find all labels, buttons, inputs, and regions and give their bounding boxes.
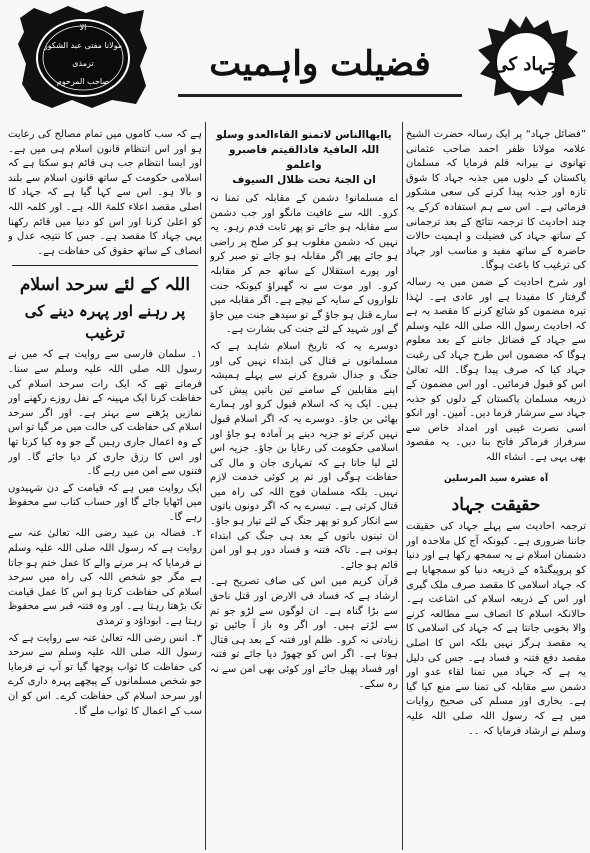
- section-heading: حقیقت جہاد: [451, 495, 541, 516]
- svg-text:مولانا مفتی عبد الشکور: مولانا مفتی عبد الشکور: [43, 41, 123, 50]
- paragraph: دوسرے یہ کہ تاریخ اسلام شاہد ہے کہ مسلمانوں نے قتال کی ابتداء نہیں کی اور جنگ و جدال شروع کرنے سے پہلے ہمیشہ اپنے مقابلین کے سامنے تین باتیں پیش کی ہیں۔ ایک یہ کہ اسلام قبول کرو اور ہمارے بھائی بن جاؤ۔ دوسرے یہ کہ اگر اسلام قبول نہیں کرتے تو جزیہ دینے پر آمادہ ہو جاؤ اور اسلامی حکومت کی رعایا بن جاؤ۔ جزیہ اس لئے لیا جاتا ہے کہ تمہاری جان و مال کی حفاظت ہوگی اور تم پر کوئی خدمت لازم نہیں۔ بلکہ مسلمان فوج اللہ کی راہ میں قتال کرتی ہے۔ تیسرے یہ کہ اگر دونوں باتوں سے انکار کرو تو پھر جنگ کے لئے تیار ہو جاؤ۔ ان تینوں باتوں کے بعد ہی جنگ کی ابتداء ہوتی ہے۔ تاکہ فتنہ و فساد دور ہو اور امن قائم ہو جائے۔: [210, 340, 398, 571]
- arabic-line: یاایھاالناس لاتمنو القاءالعدو وسلو: [216, 129, 392, 141]
- section-heading: اللہ کے لئے سرحد اسلام: [19, 275, 191, 296]
- svg-text:صاحب المرحوم: صاحب المرحوم: [56, 77, 110, 86]
- jihad-emblem: [472, 14, 580, 108]
- paragraph: ترجمہ احادیث سے پہلے جہاد کی حقیقت جاننا ضروری ہے۔ کیونکہ آج کل ملاحدہ اور دشمنان اسلام نے یہ سمجھ رکھا ہے اور دنیا کو پروپیگنڈہ کے ذریعہ دنیا کو سمجھایا ہے کہ جہاد اسلامی کا مقصد صرف ملک گیری اور اس کے ذریعہ اسلام کی اشاعت ہے۔ حالانکہ اسلام کا انصاف سے مطالعہ کرنے والا بخوبی جانتا ہے کہ جہاد کی اسلامی کا یہ مقصد ہرگز نہیں بلکہ اس کا اصلی مقصد دفع فتنہ و فساد ہے۔ جس کی دلیل یہ ہے کہ جہاد میں تمنا لقاء عدو اور دشمن سے مقابلہ کی تمنا سے منع کیا گیا ہے۔ بخاری اور مسلم کی صحیح روایات میں ہے کہ رسول اللہ صلی اللہ علیہ وسلم نے ارشاد فرمایا کہ ۔۔: [406, 521, 586, 737]
- subheading: آہ عشرہ سید المرسلین: [443, 473, 549, 484]
- paragraph: ہے کہ سب کاموں میں تمام مصالح کی رعایت ہو اور اس انتظام قانون اسلام ہی میں ہے۔ اور ایسا انتظام جب ہی قائم ہو سکتا ہے کہ اسلامی حکومت کے ساتھ قانون اسلام سے بلند و بالا ہو۔ اس سے کہا گیا ہے کہ جہاد کا اصلی مقصد اعلاء کلمۃ اللہ ہے۔ اور کلمہ اللہ کو اعلیٰ کرنا اور اس کو دنیا میں قائم رکھنا یہی جہاد کا مقصد ہے۔ جس کا نتیجہ عدل و انصاف کے ساتھ حقوق کی حفاظت ہے۔: [8, 129, 202, 257]
- paragraph: ”فضائل جہاد“ پر ایک رسالہ حضرت الشیخ علامہ مولانا ظفر احمد صاحب عثمانی تھانوی نے بیرانہ قلم فرمایا کہ مسلمان پاکستان کے دلوں میں جذبہ جہاد کا شوق تازہ اور جذبہ پیدا کرنے کی سعی مشکور فرمائی ہے۔ اس سے ہم استفادہ کرکے یہ چند احادیث کا ترجمہ نتائج کے بعد ترجمانی کے ساتھ جہاد کی فضیلت و اہمیت حالات حاضرہ کے ساتھ مفید و مناسب اور جہاد کی ترغیب کا باعث ہوگا۔: [406, 129, 586, 272]
- middle-column: [210, 128, 398, 848]
- author-seal-emblem: [16, 4, 149, 110]
- column-divider: [402, 122, 403, 850]
- paragraph: اور شرح احادیث کے ضمن میں یہ رسالہ گرفتار کا مفیدنا ہے اور عادی ہے۔ لہٰذا تیرہ مضمون کو شائع کرنے کا مقصد یہ ہے کہ احادیث رسول اللہ صلی اللہ علیہ وسلم سے جہاد کے فضائل جاننے کے بعد معلوم ہوگا کہ مضمون اس طرح جہاد کی رغبت جہاد کیا کہ صرف پیدا ہوگا۔ اللہ تعالیٰ اس کو قبول فرمائیں۔ اور اس مضمون کے ذریعہ مسلمان پاکستان کے دلوں کو جذبہ جہاد سے سرشار فرما دیں۔ آمین۔ اور انکو اسی نصرت غیبی اور امداد خاص سے سرفراز فرماکر فاتح بنا دیں۔ یہ مقصود بھی یہی ہے۔ انشاء اللہ: [406, 276, 586, 464]
- section-rule: [12, 265, 198, 266]
- svg-text:جہاد کی: جہاد کی: [493, 54, 559, 75]
- hadith-item: ایک روایت میں ہے کہ قیامت کے دن شہیدوں میں اٹھایا جائے گا اور حساب کتاب سے محفوظ رہے گا۔: [8, 482, 202, 523]
- section-subheading: پر رہنے اور پہرہ دینے کی ترغیب: [24, 302, 186, 343]
- hadith-item: ۲۔ فضالہ بن عبید رضی اللہ تعالیٰ عنہ سے روایت ہے کہ رسول اللہ صلی اللہ علیہ وسلم نے فرمایا کہ ہر مرنے والے کا عمل ختم ہو جاتا ہے مگر جو شخص اللہ کی راہ میں سرحد اسلام کی حفاظت کرتا ہو اس کا عمل قیامت تک بڑھتا رہتا ہے۔ اور وہ فتنہ قبر سے محفوظ رہتا ہے۔ ابوداؤد و ترمذی: [8, 528, 202, 628]
- arabic-line: اللہ العافیۃ فاذالقیتم فاصبرو واعلمو: [228, 144, 380, 171]
- title-underline: [178, 94, 462, 97]
- article-header: [0, 0, 590, 115]
- column-divider: [205, 122, 206, 850]
- left-column: [8, 128, 202, 848]
- paragraph: قرآن کریم میں اس کی صاف تصریح ہے۔ ارشاد ہے کہ فساد فی الارض اور قتل ناحق سے بڑا گناہ ہے۔ ان لوگوں سے لڑو جو تم سے لڑتے ہیں۔ اور اگر وہ باز آ جائیں تو زیادتی نہ کرو۔ ظلم اور فتنہ کے بعد ہی قتال ہوتا ہے۔ اگر اس کو چھوڑ دیا جائے تو فتنہ اور فساد پھیل جائے اور کوئی بھی امن سے نہ رہ سکے۔: [210, 576, 398, 690]
- svg-text:الا: الا: [79, 23, 87, 32]
- right-column: [406, 128, 586, 848]
- hadith-item: ۱۔ سلمان فارسی سے روایت ہے کہ میں نے رسول اللہ صلی اللہ علیہ وسلم سے سنا۔ فرماتے تھے کہ ایک رات سرحد اسلام کی حفاظت کرنا ایک مہینہ کے نفل روزے رکھنے اور نمازیں پڑھنے سے بہتر ہے۔ اور اگر سرحد اسلام کی حفاظت کی حالت میں مر گیا تو اس کے وہ اعمال جاری رہیں گے جو وہ کیا کرتا تھا اور اس کا رزق جاری کر دیا جائے گا۔ اور فتنوں سے امن میں رہے گا۔: [8, 349, 202, 478]
- paragraph: اے مسلمانو! دشمن کے مقابلہ کی تمنا نہ کرو۔ اللہ سے عافیت مانگو اور جب دشمن سے مقابلہ ہو جائے تو پھر ثابت قدم رہو۔ یہ نہیں کہ دشمن مغلوب ہو کر صلح پر راضی ہو جائے پھر اگر مقابلہ ہو جائے تو صبر کرو اور پورے استقلال کے ساتھ جم کر مقابلہ کرو۔ اور موت سے نہ گھبراؤ کیونکہ جنت تلواروں کے سایہ کے نیچے ہے۔ اگر مقابلہ میں سارے قتل ہو جاؤ گے تو سیدھے جنت میں جاؤ گے اور شہید کے لئے جنت کی بشارت ہے۔: [210, 193, 398, 336]
- arabic-hadith: [210, 128, 398, 188]
- hadith-item: ۳۔ انس رضی اللہ تعالیٰ عنہ سے روایت ہے کہ رسول اللہ صلی اللہ علیہ وسلم سے سرحد کی حفاظت کا ثواب پوچھا گیا تو آپ نے فرمایا جو شخص مسلمانوں کے پیچھے پہرہ داری کرے اور سرحد اسلام کی حفاظت کرے۔ اس کو ان سب کے اعمال کا ثواب ملے گا۔: [8, 632, 202, 717]
- arabic-line: ان الجنۃ تحت ظلال السیوف: [232, 174, 376, 186]
- svg-text:ترمذی: ترمذی: [72, 59, 94, 68]
- article-title: فضیلت واہمیت: [209, 44, 431, 84]
